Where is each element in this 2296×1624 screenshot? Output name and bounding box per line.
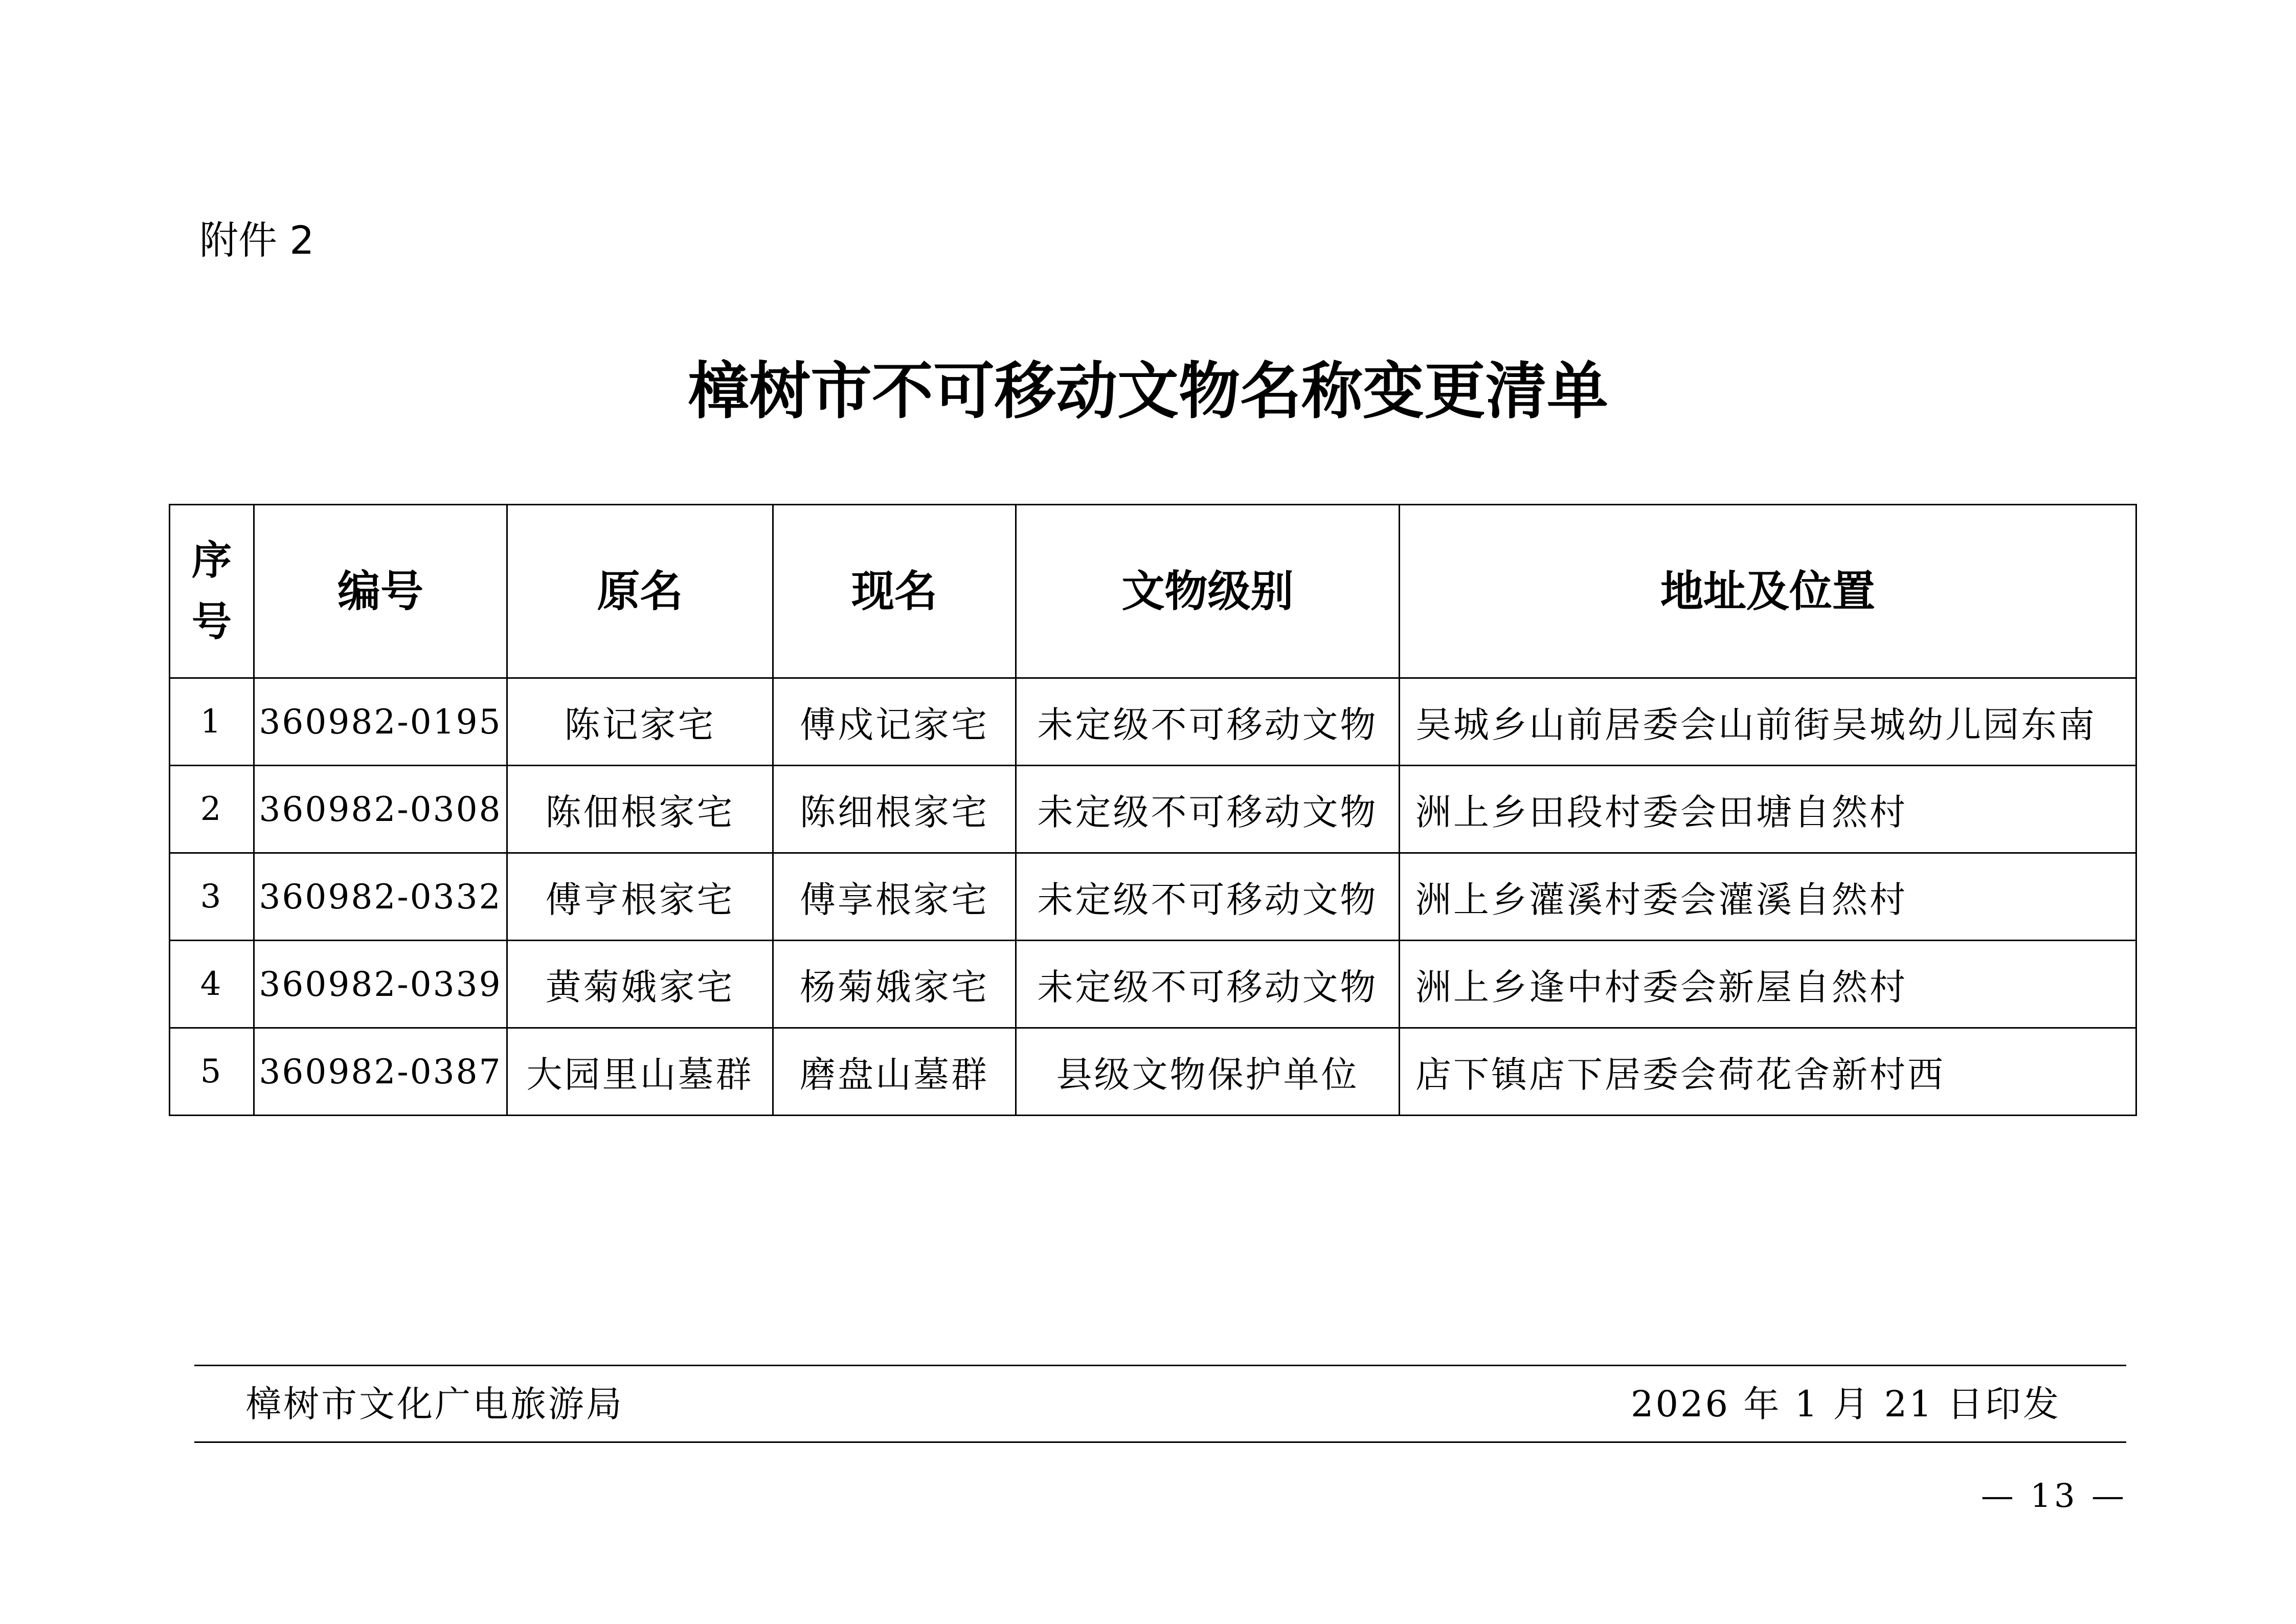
header-code: 编号 [254, 505, 507, 678]
row-address: 洲上乡灌溪村委会灌溪自然村 [1400, 853, 2136, 941]
row-level: 未定级不可移动文物 [1016, 766, 1400, 853]
table-row [170, 766, 2136, 853]
row-level: 未定级不可移动文物 [1016, 941, 1400, 1028]
table-row [170, 941, 2136, 1028]
row-address: 店下镇店下居委会荷花舍新村西 [1400, 1028, 2136, 1116]
header-original-name: 原名 [507, 505, 773, 678]
row-seq: 4 [170, 941, 254, 1028]
table-row [170, 853, 2136, 941]
row-original-name: 陈记家宅 [507, 678, 773, 766]
row-level: 未定级不可移动文物 [1016, 678, 1400, 766]
issuer-name: 樟树市文化广电旅游局 [245, 1383, 624, 1425]
header-current-name: 现名 [773, 505, 1016, 678]
row-level: 未定级不可移动文物 [1016, 853, 1400, 941]
row-address: 吴城乡山前居委会山前街吴城幼儿园东南 [1400, 678, 2136, 766]
row-original-name: 傅亨根家宅 [507, 853, 773, 941]
row-code: 360982-0387 [254, 1028, 507, 1116]
row-current-name: 磨盘山墓群 [773, 1028, 1016, 1116]
document-title: 樟树市不可移动文物名称变更清单 [688, 355, 1608, 427]
row-current-name: 杨菊娥家宅 [773, 941, 1016, 1028]
header-level: 文物级别 [1016, 505, 1400, 678]
header-seq-line1: 序 [191, 538, 232, 584]
footer-top-rule [194, 1365, 2126, 1366]
row-code: 360982-0339 [254, 941, 507, 1028]
row-seq: 2 [170, 766, 254, 853]
footer-bottom-rule [194, 1441, 2126, 1443]
row-code: 360982-0308 [254, 766, 507, 853]
row-code: 360982-0195 [254, 678, 507, 766]
header-address: 地址及位置 [1400, 505, 2136, 678]
row-current-name: 傅戍记家宅 [773, 678, 1016, 766]
row-original-name: 大园里山墓群 [507, 1028, 773, 1116]
row-original-name: 陈佃根家宅 [507, 766, 773, 853]
row-code: 360982-0332 [254, 853, 507, 941]
row-seq: 1 [170, 678, 254, 766]
issue-date: 2026 年 1 月 21 日印发 [1630, 1383, 2061, 1425]
table-row [170, 1028, 2136, 1116]
row-level: 县级文物保护单位 [1016, 1028, 1400, 1116]
row-address: 洲上乡田段村委会田塘自然村 [1400, 766, 2136, 853]
row-current-name: 傅享根家宅 [773, 853, 1016, 941]
row-original-name: 黄菊娥家宅 [507, 941, 773, 1028]
row-current-name: 陈细根家宅 [773, 766, 1016, 853]
header-seq [170, 505, 254, 678]
change-list-table [169, 504, 2137, 1116]
attachment-label: 附件 2 [199, 217, 314, 263]
header-seq-line2: 号 [191, 599, 232, 645]
row-seq: 3 [170, 853, 254, 941]
page-number: — 13 — [1980, 1477, 2127, 1515]
row-address: 洲上乡逢中村委会新屋自然村 [1400, 941, 2136, 1028]
row-seq: 5 [170, 1028, 254, 1116]
table-row [170, 678, 2136, 766]
table-header-row [170, 505, 2136, 678]
